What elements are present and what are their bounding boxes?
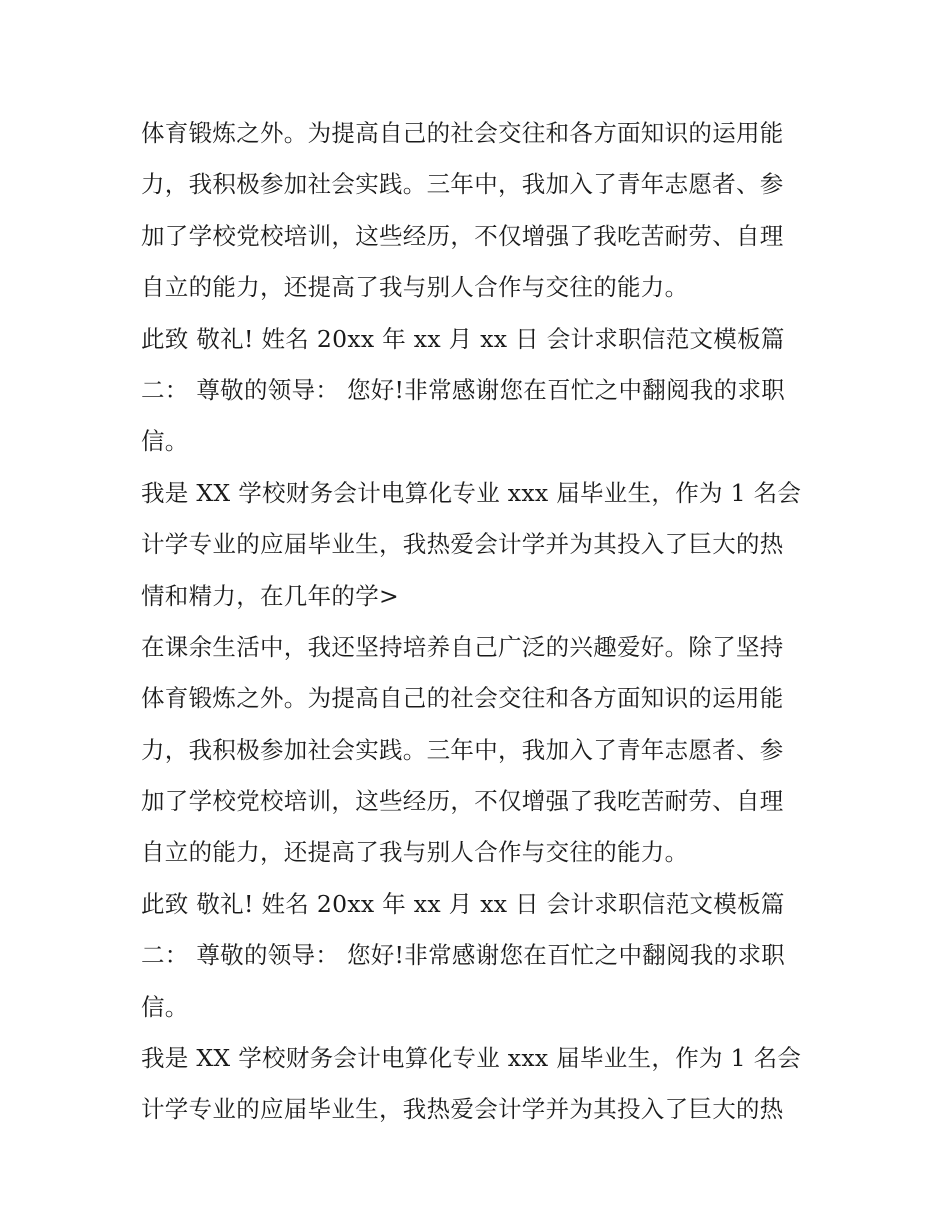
text-line: 加了学校党校培训，这些经历，不仅增强了我吃苦耐劳、自理	[141, 787, 784, 816]
text-line: 我是 XX 学校财务会计电算化专业 xxx 届毕业生，作为 1 名会	[141, 1044, 802, 1073]
text-line: 力，我积极参加社会实践。三年中，我加入了青年志愿者、参	[141, 170, 784, 199]
text-line: 二： 尊敬的领导： 您好!非常感谢您在百忙之中翻阅我的求职	[141, 941, 786, 970]
text-line: 信。	[141, 992, 189, 1021]
text-line: 在课余生活中，我还坚持培养自己广泛的兴趣爱好。除了坚持	[141, 632, 784, 661]
text-line: 计学专业的应届毕业生，我热爱会计学并为其投入了巨大的热	[141, 1095, 784, 1124]
text-line: 二： 尊敬的领导： 您好!非常感谢您在百忙之中翻阅我的求职	[141, 375, 786, 404]
text-line: 体育锻炼之外。为提高自己的社会交往和各方面知识的运用能	[141, 684, 784, 713]
text-line: 信。	[141, 427, 189, 456]
text-line: 加了学校党校培训，这些经历，不仅增强了我吃苦耐劳、自理	[141, 221, 784, 250]
text-line: 自立的能力，还提高了我与别人合作与交往的能力。	[141, 273, 689, 302]
document-body	[141, 108, 821, 1136]
text-line: 自立的能力，还提高了我与别人合作与交往的能力。	[141, 838, 689, 867]
text-line: 情和精力，在几年的学>	[141, 581, 399, 610]
text-line: 此致 敬礼! 姓名 20xx 年 xx 月 xx 日 会计求职信范文模板篇	[141, 889, 785, 918]
text-line: 此致 敬礼! 姓名 20xx 年 xx 月 xx 日 会计求职信范文模板篇	[141, 324, 785, 353]
text-line: 体育锻炼之外。为提高自己的社会交往和各方面知识的运用能	[141, 119, 784, 147]
text-line: 我是 XX 学校财务会计电算化专业 xxx 届毕业生，作为 1 名会	[141, 478, 802, 507]
text-line: 计学专业的应届毕业生，我热爱会计学并为其投入了巨大的热	[141, 530, 784, 559]
text-line: 力，我积极参加社会实践。三年中，我加入了青年志愿者、参	[141, 735, 784, 764]
